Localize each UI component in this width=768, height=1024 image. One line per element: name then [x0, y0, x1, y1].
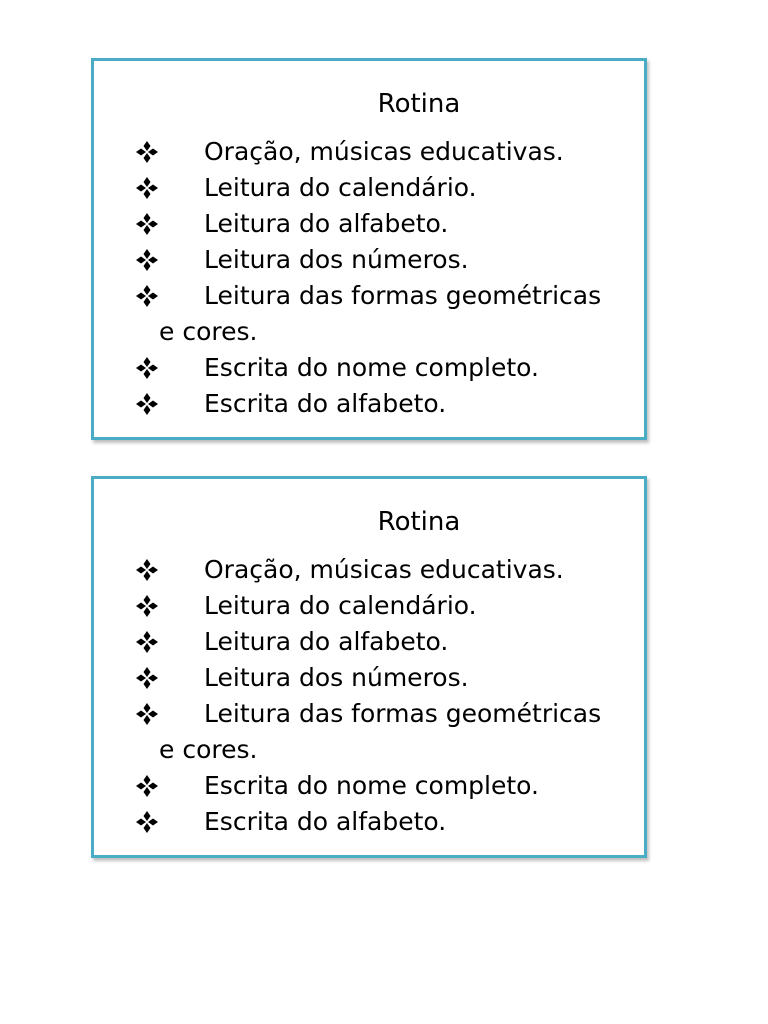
list-item-text: Escrita do alfabeto.	[204, 807, 447, 836]
list-item-text: e cores.	[159, 317, 258, 346]
list-item	[94, 660, 644, 696]
list-item-text: Leitura do calendário.	[204, 591, 477, 620]
routine-card	[91, 476, 647, 858]
list-item	[94, 804, 644, 840]
four-diamond-bullet-icon	[135, 386, 161, 422]
four-diamond-bullet-icon	[135, 696, 161, 732]
list-item-text: Oração, músicas educativas.	[204, 555, 564, 584]
list-item	[94, 278, 644, 314]
list-item	[94, 696, 644, 732]
list-item-text: Escrita do alfabeto.	[204, 389, 447, 418]
four-diamond-bullet-icon	[135, 242, 161, 278]
card-title: Rotina	[377, 507, 461, 537]
four-diamond-bullet-icon	[135, 660, 161, 696]
four-diamond-bullet-icon	[135, 552, 161, 588]
list-item-text: Escrita do nome completo.	[204, 771, 539, 800]
list-item-text: Leitura das formas geométricas	[204, 699, 602, 728]
list-item-text: Leitura do alfabeto.	[204, 627, 449, 656]
four-diamond-bullet-icon	[135, 134, 161, 170]
list-item	[94, 386, 644, 422]
list-item	[94, 768, 644, 804]
routine-list	[94, 134, 644, 422]
list-item	[94, 624, 644, 660]
list-item-text: Leitura do calendário.	[204, 173, 477, 202]
list-item-text: Oração, músicas educativas.	[204, 137, 564, 166]
list-item	[94, 552, 644, 588]
four-diamond-bullet-icon	[135, 768, 161, 804]
list-item-continuation	[94, 314, 644, 350]
list-item	[94, 134, 644, 170]
list-item	[94, 350, 644, 386]
four-diamond-bullet-icon	[135, 804, 161, 840]
routine-list	[94, 552, 644, 840]
four-diamond-bullet-icon	[135, 278, 161, 314]
four-diamond-bullet-icon	[135, 350, 161, 386]
list-item	[94, 206, 644, 242]
four-diamond-bullet-icon	[135, 206, 161, 242]
four-diamond-bullet-icon	[135, 170, 161, 206]
list-item-text: Leitura dos números.	[204, 245, 469, 274]
list-item-text: e cores.	[159, 735, 258, 764]
list-item-text: Leitura das formas geométricas	[204, 281, 602, 310]
list-item-text: Leitura do alfabeto.	[204, 209, 449, 238]
list-item-text: Escrita do nome completo.	[204, 353, 539, 382]
list-item	[94, 170, 644, 206]
list-item-continuation	[94, 732, 644, 768]
four-diamond-bullet-icon	[135, 588, 161, 624]
routine-card	[91, 58, 647, 440]
card-title: Rotina	[377, 89, 461, 119]
list-item-text: Leitura dos números.	[204, 663, 469, 692]
list-item	[94, 588, 644, 624]
list-item	[94, 242, 644, 278]
four-diamond-bullet-icon	[135, 624, 161, 660]
